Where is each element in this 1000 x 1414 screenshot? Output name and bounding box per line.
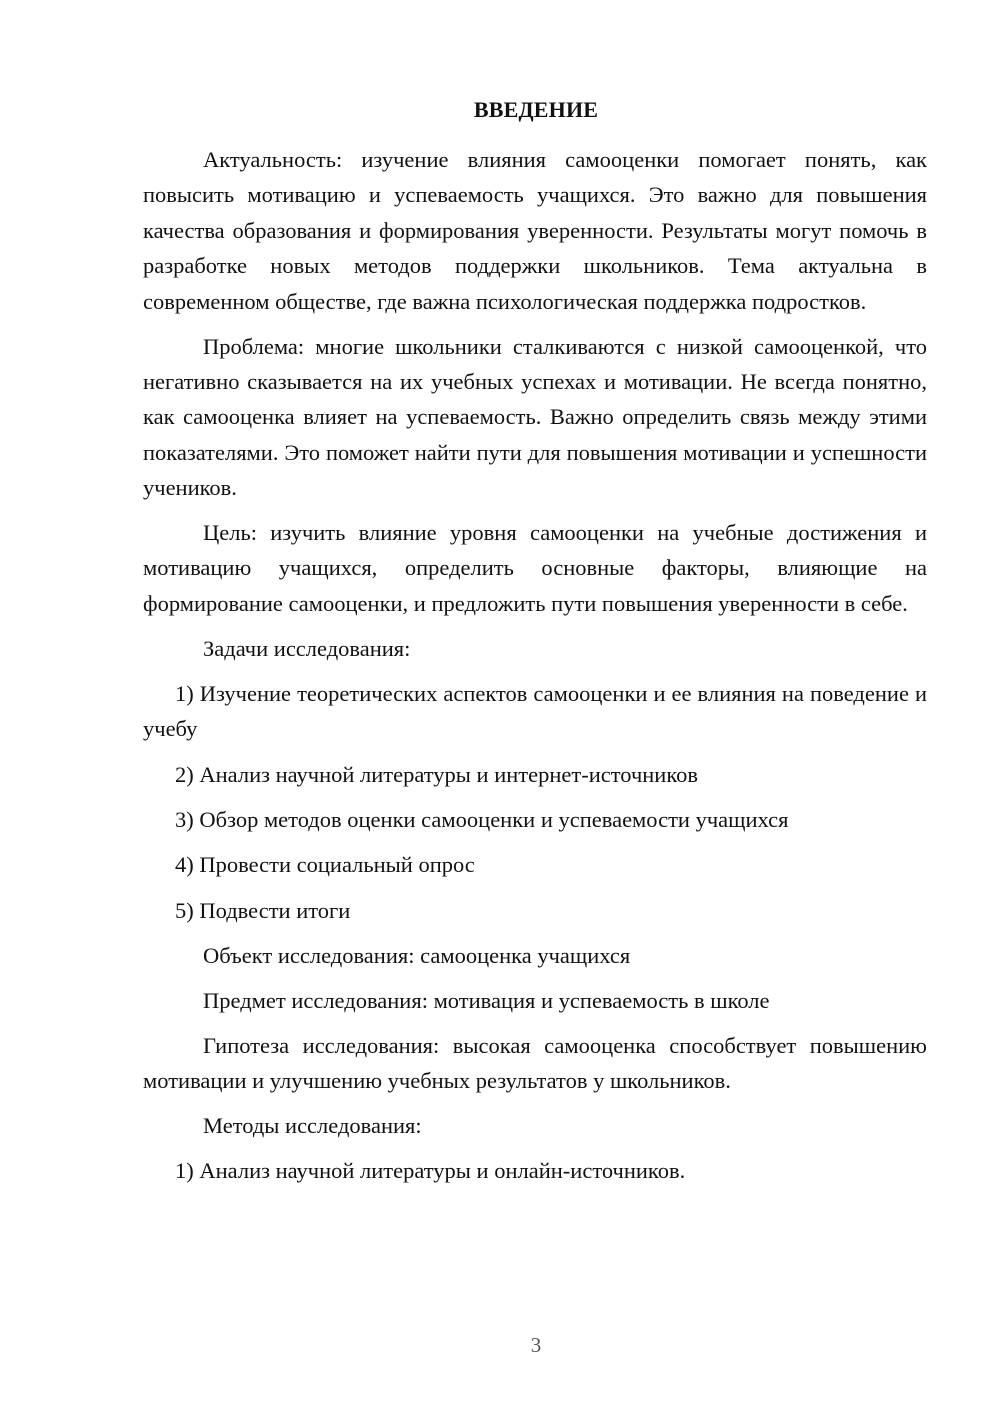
goal-paragraph: Цель: изучить влияние уровня самооценки на учебные достижения и мотивацию учащихся, определить основные факторы, влияющие на формирование самооценки, и предложить пути повышения уверенности в себе. bbox=[143, 520, 927, 616]
page-number: 3 bbox=[530, 1333, 542, 1357]
page-title: ВВЕДЕНИЕ bbox=[473, 97, 599, 122]
research-object: Объект исследования: самооценка учащихся bbox=[203, 943, 631, 969]
task-item-3: 3) Обзор методов оценки самооценки и успеваемости учащихся bbox=[175, 806, 789, 832]
research-subject: Предмет исследования: мотивация и успеваемость в школе bbox=[203, 988, 770, 1014]
page-body bbox=[143, 142, 927, 1199]
task-item-4: 4) Провести социальный опрос bbox=[175, 852, 475, 878]
methods-heading: Методы исследования: bbox=[203, 1113, 422, 1139]
task-item-2: 2) Анализ научной литературы и интернет-источников bbox=[175, 761, 699, 787]
task-item-1: 1) Изучение теоретических аспектов самооценки и ее влияния на поведение и учебу bbox=[143, 680, 927, 742]
relevance-paragraph: Актуальность: изучение влияния самооценки помогает понять, как повысить мотивацию и успеваемость учащихся. Это важно для повышения качества образования и формирования уверенности. Результаты могут помочь в разработке новых методов поддержки школьников. Тема актуальна в современном обществе, где важна психологическая поддержка подростков. bbox=[143, 147, 927, 314]
research-hypothesis: Гипотеза исследования: высокая самооценка способствует повышению мотивации и улучшению учебных результатов у школьников. bbox=[143, 1032, 927, 1094]
problem-paragraph: Проблема: многие школьники сталкиваются с низкой самооценкой, что негативно сказывается на их учебных успехах и мотивации. Не всегда понятно, как самооценка влияет на успеваемость. Важно определить связь между этими показателями. Это поможет найти пути для повышения мотивации и успешности учеников. bbox=[143, 333, 927, 501]
task-item-5: 5) Подвести итоги bbox=[175, 897, 351, 923]
method-item-1: 1) Анализ научной литературы и онлайн-источников. bbox=[175, 1158, 686, 1184]
tasks-heading: Задачи исследования: bbox=[203, 635, 411, 661]
